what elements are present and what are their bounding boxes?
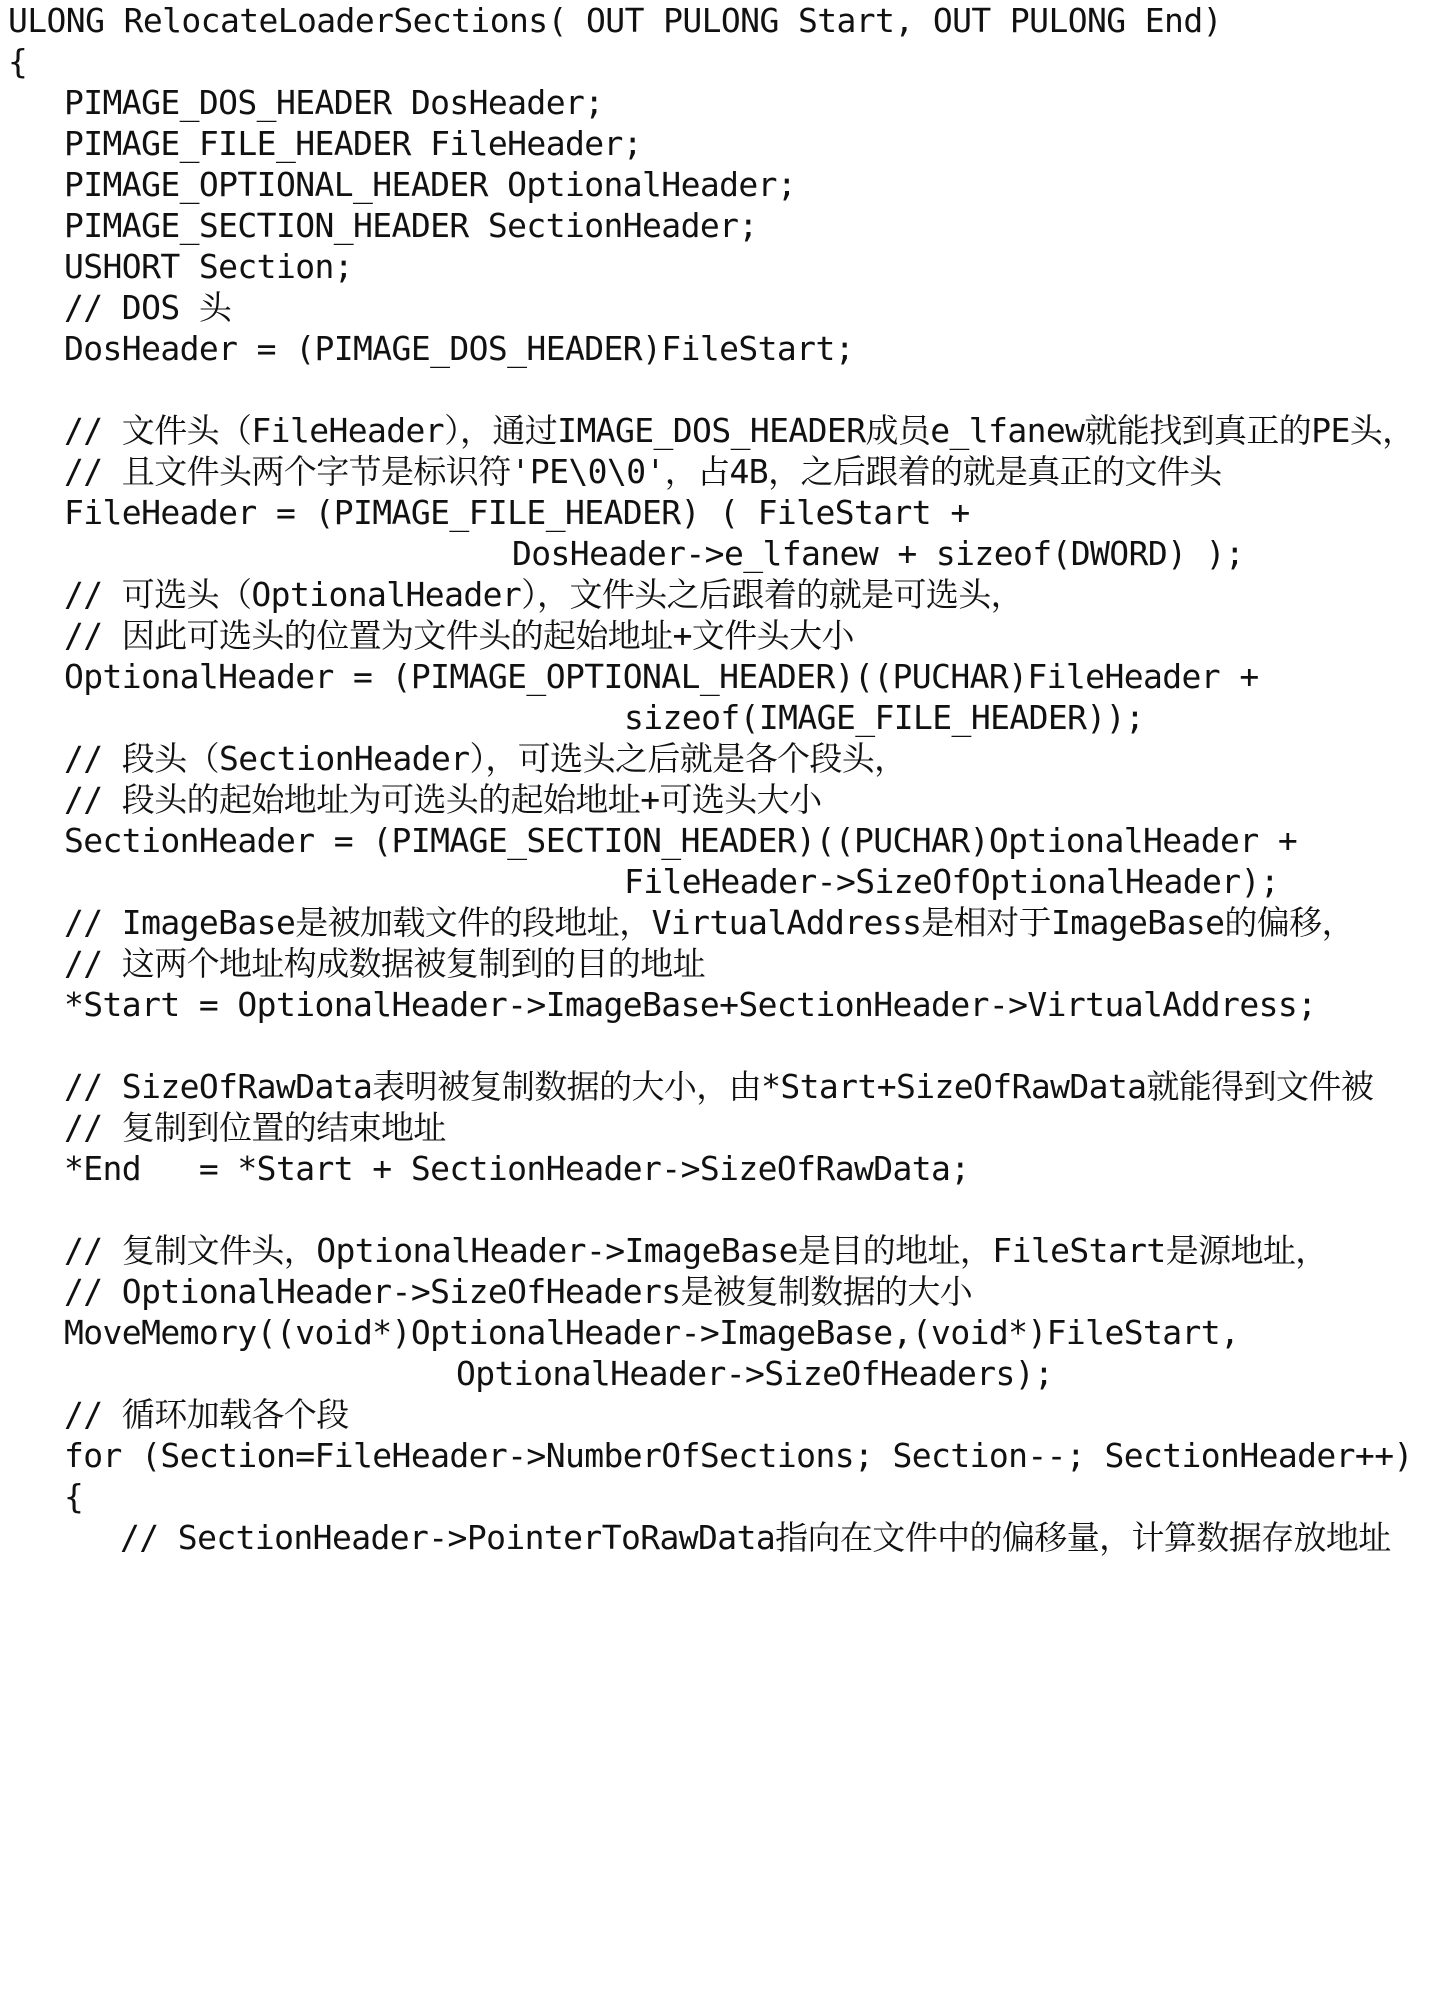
code-line: // ImageBase是被加载文件的段地址，VirtualAddress是相对于ImageBase的偏移， (64, 903, 1354, 942)
code-line: FileHeader = (PIMAGE_FILE_HEADER) ( FileStart + (64, 493, 970, 532)
code-line: // 且文件头两个字节是标识符'PE\0\0'，占4B，之后跟着的就是真正的文件头 (64, 452, 1222, 491)
code-line: OptionalHeader = (PIMAGE_OPTIONAL_HEADER)((PUCHAR)FileHeader + (64, 657, 1259, 696)
code-line: // DOS 头 (64, 288, 232, 327)
code-line: PIMAGE_FILE_HEADER FileHeader; (64, 124, 643, 163)
code-line: { (64, 1477, 84, 1516)
code-line: // 复制到位置的结束地址 (64, 1108, 446, 1147)
code-line: // 段头（SectionHeader），可选头之后就是各个段头， (64, 739, 907, 778)
code-line: USHORT Section; (64, 247, 354, 286)
code-line: // 复制文件头，OptionalHeader->ImageBase是目的地址，FileStart是源地址， (64, 1231, 1328, 1270)
code-line: PIMAGE_OPTIONAL_HEADER OptionalHeader; (64, 165, 797, 204)
code-line: for (Section=FileHeader->NumberOfSections; Section--; SectionHeader++) (64, 1436, 1413, 1475)
code-line: sizeof(IMAGE_FILE_HEADER)); (624, 698, 1145, 737)
code-line: MoveMemory((void*)OptionalHeader->ImageBase,(void*)FileStart, (64, 1313, 1240, 1352)
code-line: // 循环加载各个段 (64, 1395, 349, 1434)
code-line: { (8, 42, 28, 81)
code-line: PIMAGE_SECTION_HEADER SectionHeader; (64, 206, 758, 245)
code-line: SectionHeader = (PIMAGE_SECTION_HEADER)((PUCHAR)OptionalHeader + (64, 821, 1298, 860)
code-line: ULONG RelocateLoaderSections( OUT PULONG Start, OUT PULONG End) (8, 1, 1222, 40)
code-line: // 段头的起始地址为可选头的起始地址+可选头大小 (64, 780, 822, 819)
code-line: // OptionalHeader->SizeOfHeaders是被复制数据的大小 (64, 1272, 973, 1311)
code-line: // SectionHeader->PointerToRawData指向在文件中的偏移量，计算数据存放地址 (120, 1518, 1391, 1557)
code-line: // 这两个地址构成数据被复制到的目的地址 (64, 944, 706, 983)
code-line: OptionalHeader->SizeOfHeaders); (456, 1354, 1054, 1393)
code-line: // 因此可选头的位置为文件头的起始地址+文件头大小 (64, 616, 854, 655)
code-line: DosHeader->e_lfanew + sizeof(DWORD) ); (512, 534, 1245, 573)
code-line: DosHeader = (PIMAGE_DOS_HEADER)FileStart; (64, 329, 854, 368)
code-line: *Start = OptionalHeader->ImageBase+SectionHeader->VirtualAddress; (64, 985, 1317, 1024)
code-line: PIMAGE_DOS_HEADER DosHeader; (64, 83, 604, 122)
code-line: FileHeader->SizeOfOptionalHeader); (624, 862, 1280, 901)
code-listing (8, 0, 1448, 2006)
code-line: *End = *Start + SectionHeader->SizeOfRawData; (64, 1149, 970, 1188)
code-line: // SizeOfRawData表明被复制数据的大小，由*Start+SizeOfRawData就能得到文件被 (64, 1067, 1374, 1106)
code-line: // 文件头（FileHeader），通过IMAGE_DOS_HEADER成员e_lfanew就能找到真正的PE头， (64, 411, 1415, 450)
code-line: // 可选头（OptionalHeader），文件头之后跟着的就是可选头， (64, 575, 1024, 614)
